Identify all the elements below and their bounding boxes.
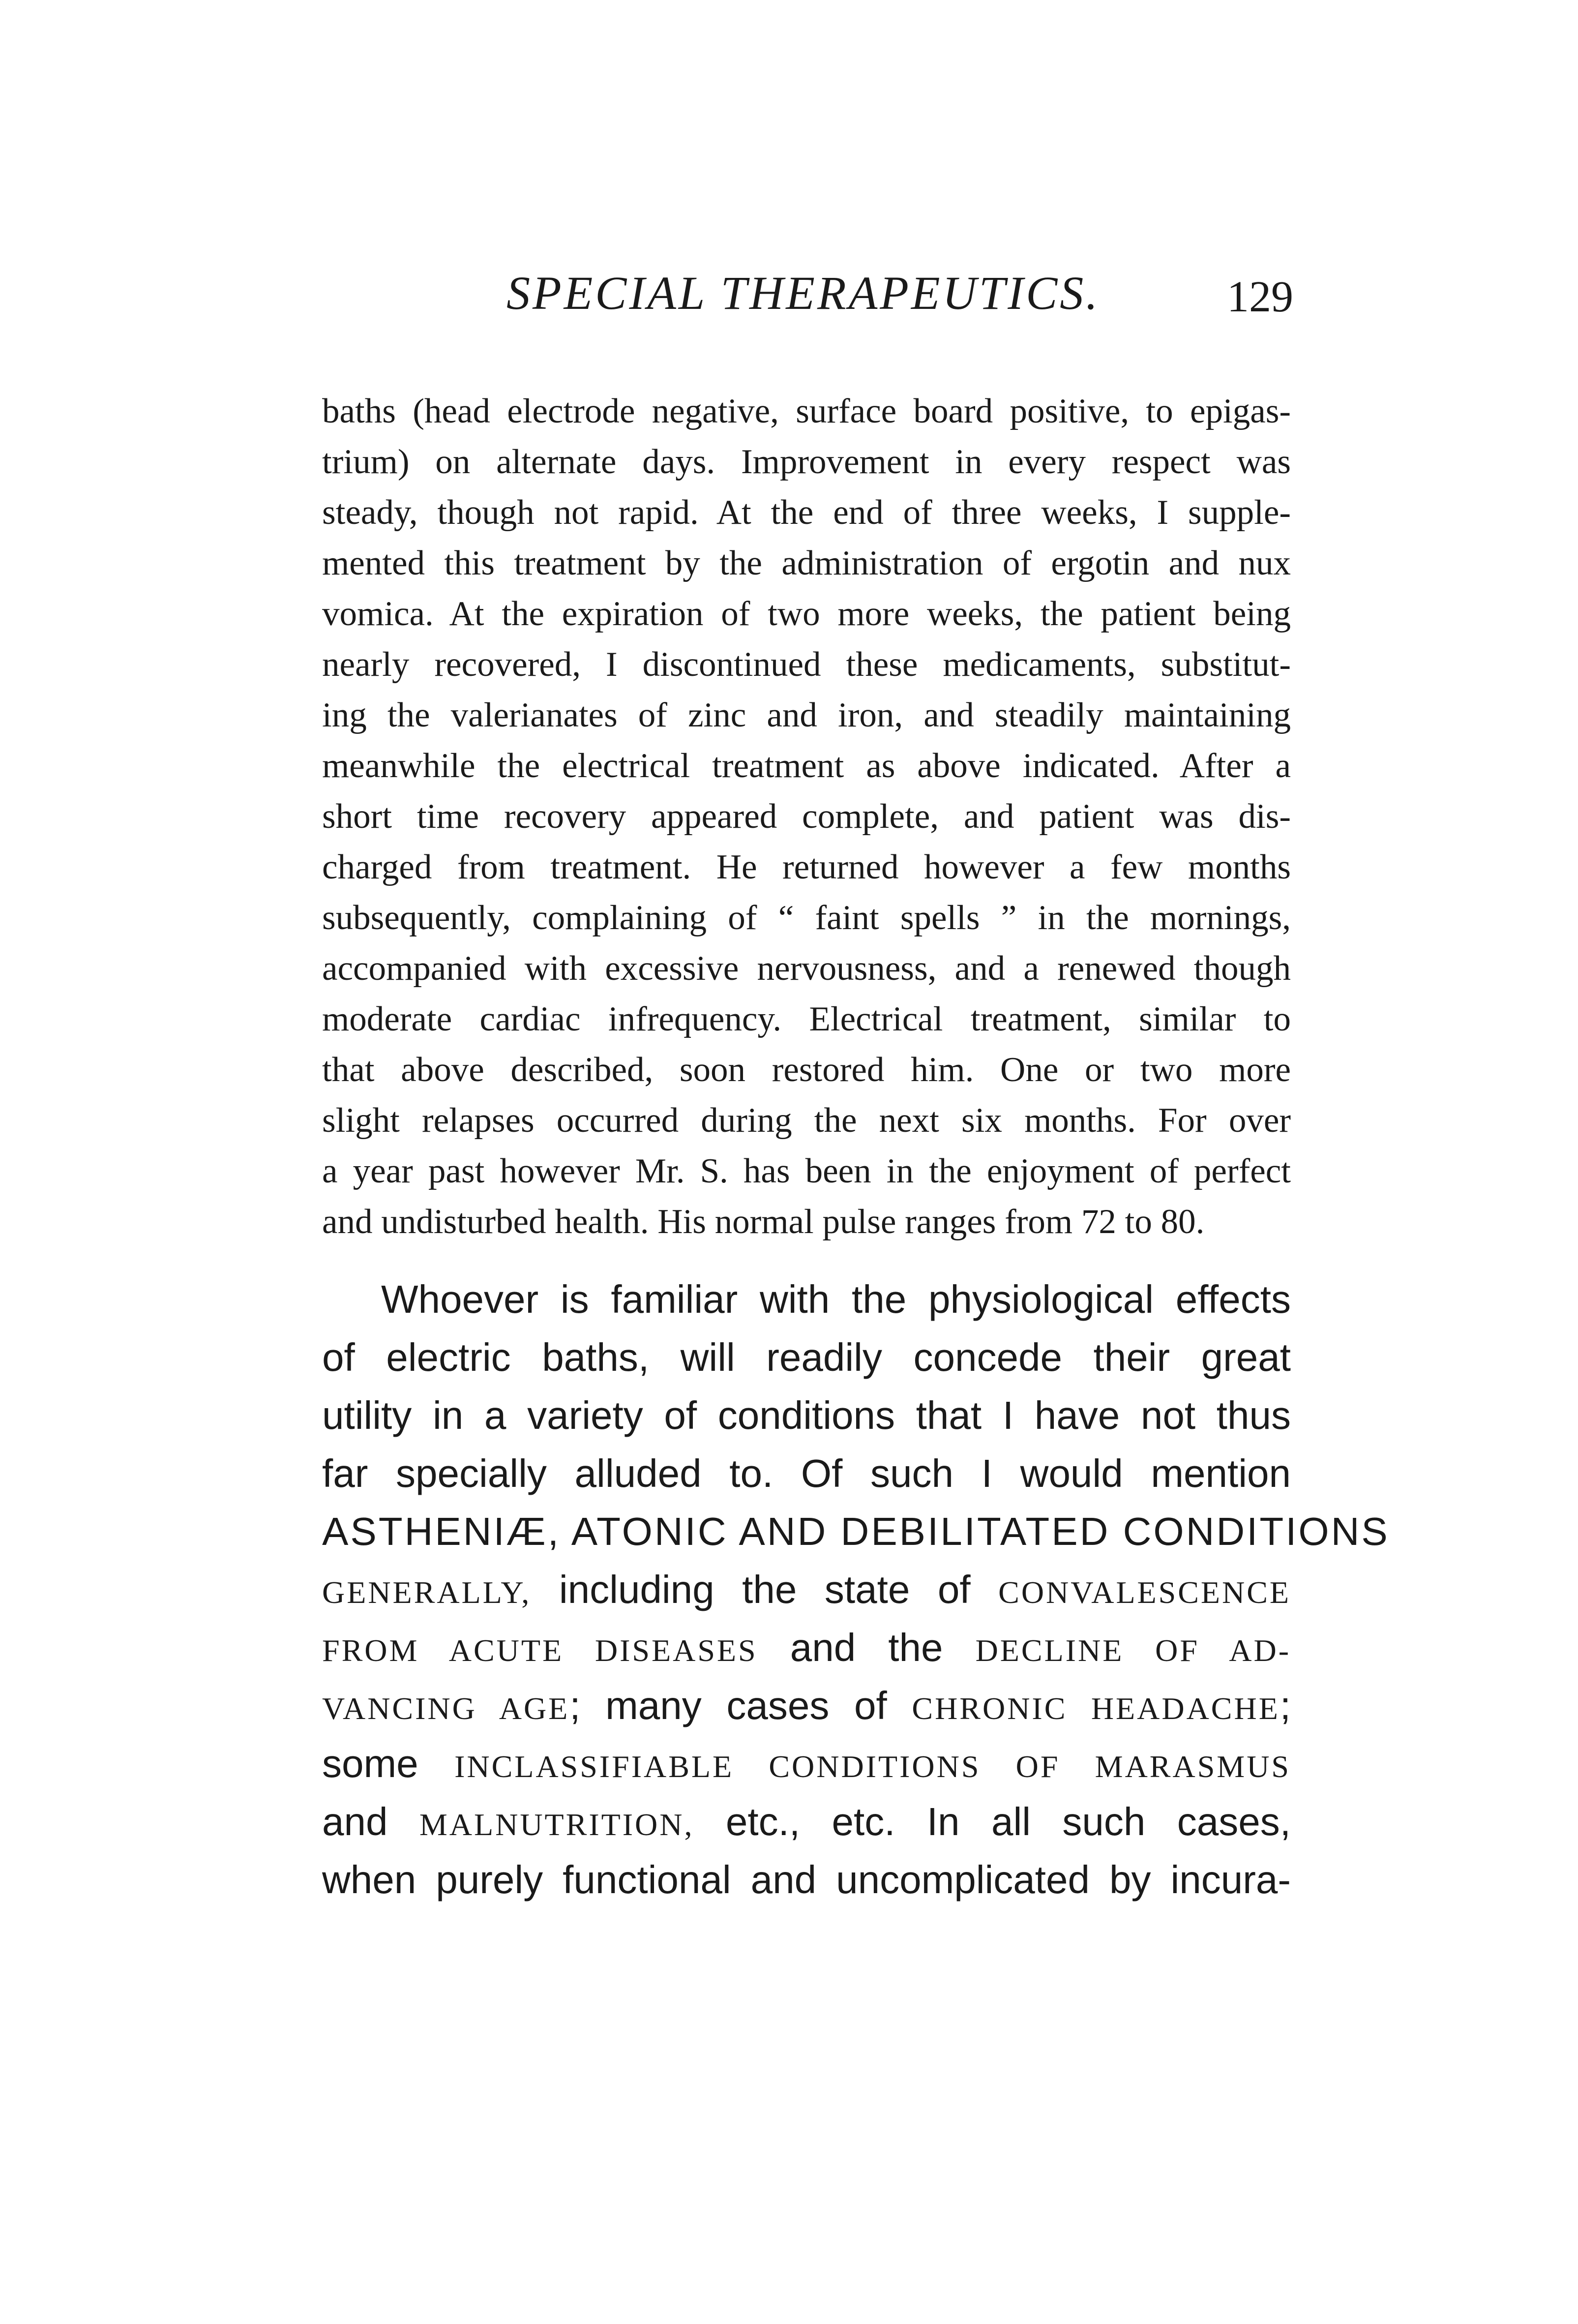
text-line: accompanied with excessive nervousness, and a renewed though	[322, 949, 1291, 988]
text-line: of electric baths, will readily concede their great	[322, 1335, 1291, 1379]
small-caps-term: MALNUTRITION,	[419, 1807, 694, 1842]
text-line	[322, 1619, 1291, 1677]
text-line: Whoever is familiar with the physiological effects	[381, 1277, 1291, 1321]
text-fragment: etc., etc. In all such cases,	[694, 1800, 1291, 1843]
text-line: subsequently, complaining of “ faint spells ” in the mornings,	[322, 899, 1291, 937]
page-number: 129	[1227, 272, 1293, 321]
small-caps-term: CHRONIC HEADACHE	[912, 1691, 1280, 1726]
text-line: that above described, soon restored him. One or two more	[322, 1051, 1291, 1089]
text-line: slight relapses occurred during the next six months. For over	[322, 1101, 1291, 1140]
text-fragment: ; many cases of	[569, 1684, 912, 1727]
text-fragment: ;	[1280, 1684, 1291, 1727]
text-line: nearly recovered, I discontinued these medicaments, substitut-	[322, 645, 1291, 684]
text-line	[322, 1735, 1291, 1793]
small-caps-term: VANCING AGE	[322, 1691, 570, 1726]
text-line-small-caps: ASTHENIÆ, ATONIC AND DEBILITATED CONDITIONS	[322, 1509, 1390, 1553]
text-line: a year past however Mr. S. has been in the enjoyment of perfect	[322, 1152, 1291, 1190]
text-line	[322, 1561, 1291, 1619]
text-line: vomica. At the expiration of two more weeks, the patient being	[322, 595, 1291, 633]
text-line: steady, though not rapid. At the end of three weeks, I supple-	[322, 493, 1291, 532]
text-line	[322, 1793, 1291, 1851]
page-header	[322, 266, 1306, 334]
text-line: far specially alluded to. Of such I would mention	[322, 1451, 1291, 1495]
text-line: meanwhile the electrical treatment as above indicated. After a	[322, 747, 1291, 785]
text-line: moderate cardiac infrequency. Electrical treatment, similar to	[322, 1000, 1291, 1038]
case-report-paragraph	[322, 386, 1291, 1247]
text-line: and undisturbed health. His normal pulse ranges from 72 to 80.	[322, 1203, 1205, 1241]
text-line: mented this treatment by the administration of ergotin and nux	[322, 544, 1291, 582]
text-line	[322, 1677, 1291, 1735]
text-line: when purely functional and uncomplicated by incura-	[322, 1858, 1291, 1901]
small-caps-term: FROM ACUTE DISEASES	[322, 1633, 758, 1668]
text-fragment: and	[322, 1800, 419, 1843]
text-line: short time recovery appeared complete, and patient was dis-	[322, 797, 1291, 836]
text-fragment: some	[322, 1742, 455, 1785]
text-line: charged from treatment. He returned however a few months	[322, 848, 1291, 886]
small-caps-term: CONVALESCENCE	[998, 1575, 1291, 1610]
small-caps-term: INCLASSIFIABLE CONDITIONS OF MARASMUS	[454, 1749, 1291, 1784]
text-line: utility in a variety of conditions that I have not thus	[322, 1393, 1291, 1437]
text-line: trium) on alternate days. Improvement in every respect was	[322, 443, 1291, 481]
text-fragment: and the	[757, 1626, 976, 1669]
text-line: baths (head electrode negative, surface board positive, to epigas-	[322, 392, 1291, 430]
body-paragraph	[322, 1270, 1390, 1909]
small-caps-term: DECLINE OF AD-	[975, 1633, 1291, 1668]
text-fragment: including the state of	[531, 1568, 999, 1611]
running-title: SPECIAL THERAPEUTICS.	[506, 267, 1101, 319]
text-line: ing the valerianates of zinc and iron, and steadily maintaining	[322, 696, 1291, 734]
small-caps-term: GENERALLY,	[322, 1575, 532, 1610]
